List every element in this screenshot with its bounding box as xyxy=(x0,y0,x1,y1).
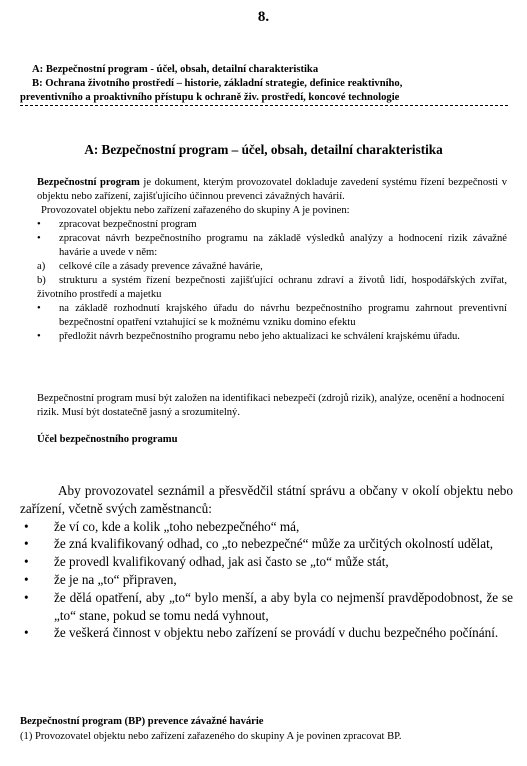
obligation-lead: Provozovatel objektu nebo zařízení zařazeného do skupiny A je povinen: xyxy=(41,205,350,216)
obligation-item-4: předložit návrh bezpečnostního programu nebo jeho aktualizaci ke schválení krajskému úřadu. xyxy=(59,331,460,342)
bullet-icon: • xyxy=(37,233,41,244)
bp-item-1: (1) Provozovatel objektu nebo zařízení zařazeného do skupiny A je povinen zpracovat BP. xyxy=(20,731,402,742)
list-item xyxy=(20,624,513,642)
bp-heading: Bezpečnostní program (BP) prevence závažné havárie xyxy=(20,716,264,727)
obligation-sub-a: celkové cíle a zásady prevence závažné havárie, xyxy=(59,261,263,272)
list-item xyxy=(20,535,513,553)
purpose-section xyxy=(20,482,513,642)
intro-bold-term: Bezpečnostní program xyxy=(37,177,140,188)
obligation-item-2: zpracovat návrh bezpečnostního programu na základě výsledků analýzy a hodnocení rizik závažné havárie a uvede v něm: xyxy=(59,233,507,258)
list-item xyxy=(37,330,507,344)
list-item xyxy=(20,553,513,571)
purpose-lead: Aby provozovatel seznámil a přesvědčil státní správu a občany v okolí objektu nebo zařízení, včetně svých zaměstnanců: xyxy=(20,483,513,516)
obligation-sub-b: strukturu a systém řízení bezpečnosti zajišťující ochranu zdraví a životů lidí, hospodářských zvířat, životního prostředí a majetku xyxy=(37,275,507,300)
bullet-icon: • xyxy=(24,554,29,570)
topic-b-line2: preventivního a proaktivního přístupu k ochraně živ. prostředí, koncové technologie xyxy=(20,92,400,104)
sub-letter-b: b) xyxy=(37,275,46,286)
purpose-heading: Účel bezpečnostního programu xyxy=(37,434,178,445)
list-item xyxy=(20,518,513,536)
intro-paragraph xyxy=(37,176,507,204)
topic-b-line1: B: Ochrana životního prostředí – historie, základní strategie, definice reaktivního, xyxy=(32,78,403,90)
list-item xyxy=(37,302,507,330)
bullet-icon: • xyxy=(37,303,41,314)
list-item xyxy=(37,274,507,302)
bullet-icon: • xyxy=(37,219,41,230)
sub-letter-a: a) xyxy=(37,261,46,272)
page-number: 8. xyxy=(257,9,270,25)
bullet-icon: • xyxy=(24,571,29,587)
bullet-icon: • xyxy=(24,625,29,641)
bullet-icon: • xyxy=(24,518,29,534)
bullet-icon: • xyxy=(24,589,29,605)
purpose-item-5: že dělá opatření, aby „to“ bylo menší, a aby byla co nejmenší pravděpodobnost, že se „to“ stane, pokud se tomu nedá vyhnout, xyxy=(54,589,513,623)
bullet-icon: • xyxy=(24,536,29,552)
list-item xyxy=(37,232,507,260)
obligation-item-3: na základě rozhodnutí krajského úřadu do návrhu bezpečnostního programu zahrnout preventivní bezpečnostní opatření vztahující se k možnému vzniku domino efektu xyxy=(59,303,507,328)
dashed-divider xyxy=(20,105,508,106)
obligation-item-1: zpracovat bezpečnostní program xyxy=(59,219,197,230)
bullet-icon: • xyxy=(37,331,41,342)
purpose-item-3: že provedl kvalifikovaný odhad, jak asi často se „to“ může stát, xyxy=(54,554,389,570)
section-heading: A: Bezpečnostní program – účel, obsah, detailní charakteristika xyxy=(84,142,443,157)
purpose-item-4: že je na „to“ připraven, xyxy=(54,571,177,587)
intro-text: je dokument, kterým provozovatel dokladuje zavedení systému řízení bezpečnosti v objektu nebo zařízení, zajišťujícího účinnou prevenci závažných havárií. xyxy=(37,177,507,202)
list-item xyxy=(37,218,507,232)
purpose-item-1: že ví co, kde a kolik „toho nebezpečného“ má, xyxy=(54,518,300,534)
purpose-item-6: že veškerá činnost v objektu nebo zařízení se provádí v duchu bezpečného počínání. xyxy=(54,625,499,641)
purpose-item-2: že zná kvalifikovaný odhad, co „to nebezpečné“ může za určitých okolností udělat, xyxy=(54,536,494,552)
list-item xyxy=(20,571,513,589)
intro-section xyxy=(37,176,507,344)
list-item xyxy=(37,260,507,274)
topic-a: A: Bezpečnostní program - účel, obsah, detailní charakteristika xyxy=(32,64,319,75)
topics-block xyxy=(20,63,510,106)
list-item xyxy=(20,589,513,625)
basis-paragraph: Bezpečnostní program musí být založen na identifikaci nebezpečí (zdrojů rizik), analýze, ocenění a hodnocení rizik. Musí být dostatečně jasný a srozumitelný. xyxy=(37,393,505,418)
